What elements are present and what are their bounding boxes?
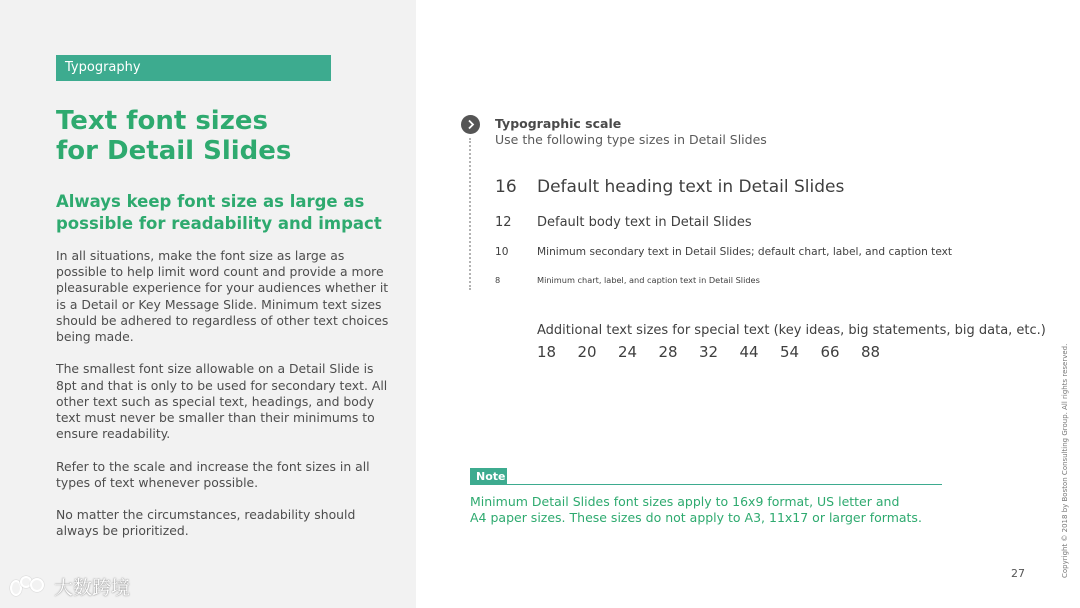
body-paragraph: Refer to the scale and increase the font sizes in all types of text whenever possible. — [56, 458, 370, 490]
additional-size: 54 — [780, 343, 800, 361]
scale-text: Minimum chart, label, and caption text in Detail Slides — [537, 275, 760, 285]
page-title-line-2: for Detail Slides — [56, 136, 292, 166]
watermark-text: 大数跨境 — [54, 577, 131, 599]
scale-size: 16 — [495, 177, 517, 197]
additional-size: 32 — [699, 343, 719, 361]
additional-size: 20 — [577, 343, 597, 361]
body-text — [56, 248, 396, 556]
scale-text: Default heading text in Detail Slides — [537, 177, 845, 197]
scale-title: Typographic scale — [495, 116, 622, 131]
copyright-notice: Copyright © 2018 by Boston Consulting Group. All rights reserved. — [1061, 343, 1069, 578]
note-label: Note — [470, 468, 507, 485]
watermark — [10, 573, 130, 600]
additional-size: 44 — [739, 343, 759, 361]
subtitle-line-2: possible for readability and impact — [56, 214, 382, 233]
scale-size: 8 — [495, 275, 501, 285]
body-paragraph: No matter the circumstances, readability should always be prioritized. — [56, 507, 356, 539]
watermark-logo-icon — [10, 574, 48, 600]
note-divider — [470, 484, 942, 485]
timeline-dotted-line — [469, 138, 471, 290]
scale-text: Minimum secondary text in Detail Slides; default chart, label, and caption text — [537, 246, 953, 258]
chevron-right-icon — [461, 115, 480, 134]
additional-sizes-label: Additional text sizes for special text (key ideas, big statements, big data, etc.) — [537, 323, 1046, 338]
left-panel — [0, 0, 416, 608]
note-text-line-2: A4 paper sizes. These sizes do not apply to A3, 11x17 or larger formats. — [470, 510, 922, 525]
note-text-line-1: Minimum Detail Slides font sizes apply to 16x9 format, US letter and — [470, 494, 900, 509]
additional-size: 24 — [618, 343, 638, 361]
scale-text: Default body text in Detail Slides — [537, 215, 752, 230]
body-paragraph: The smallest font size allowable on a Detail Slide is 8pt and that is only to be used for secondary text. All other text such as special text, headings, and body text must never be smaller than their minimums to ensure readability. — [56, 361, 388, 442]
additional-sizes — [537, 343, 902, 361]
page-title-line-1: Text font sizes — [56, 106, 268, 136]
additional-size: 88 — [861, 343, 881, 361]
page-title — [56, 106, 396, 166]
section-tag: Typography — [56, 55, 331, 81]
subtitle-line-1: Always keep font size as large as — [56, 192, 365, 211]
additional-size: 18 — [537, 343, 557, 361]
scale-size: 12 — [495, 215, 512, 230]
scale-size: 10 — [495, 246, 509, 258]
additional-size: 28 — [658, 343, 678, 361]
note-text — [470, 494, 940, 526]
body-paragraph: In all situations, make the font size as large as possible to help limit word count and provide a more pleasurable experience for your audiences whether it is a Detail or Key Message Slide. Minimum text sizes should be adhered to regardless of other text choices being made. — [56, 248, 389, 345]
page-number: 27 — [1011, 567, 1025, 580]
subtitle — [56, 191, 386, 235]
scale-description: Use the following type sizes in Detail Slides — [495, 132, 767, 147]
additional-size: 66 — [820, 343, 840, 361]
